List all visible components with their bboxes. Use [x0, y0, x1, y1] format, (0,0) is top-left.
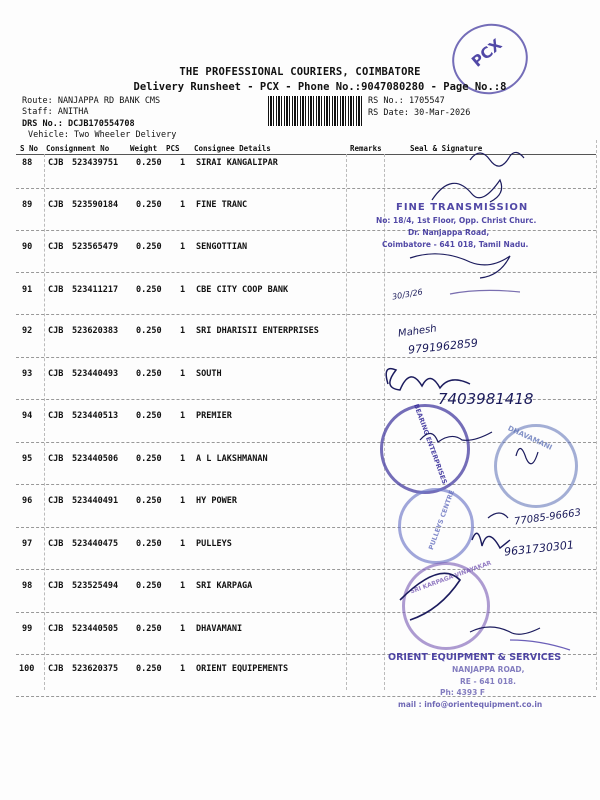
col-pcs: PCS [166, 144, 180, 153]
orient-stamp-line4: mail : info@orientequipment.co.in [398, 700, 543, 709]
orient-stamp-line2: RE - 641 018. [460, 677, 517, 686]
row-sno: 95 [22, 454, 33, 464]
row-consignee: SOUTH [196, 369, 222, 379]
row-consignee: DHAVAMANI [196, 624, 243, 634]
orient-stamp-name: ORIENT EQUIPMENT & SERVICES [388, 652, 562, 663]
row-prefix: CJB [48, 411, 64, 421]
runsheet-title: Delivery Runsheet - PCX - Phone No.:9047080280 - Page No.:8 [133, 81, 507, 93]
signature-99 [470, 627, 540, 634]
col-sno: S No [20, 144, 39, 153]
row-sno: 89 [22, 200, 33, 210]
signature-93 [386, 369, 470, 390]
row-pcs: 1 [180, 664, 186, 674]
row-consignee: FINE TRANC [196, 200, 248, 210]
row-weight: 0.250 [136, 624, 162, 634]
row-weight: 0.250 [136, 369, 162, 379]
row-weight: 0.250 [136, 326, 162, 336]
col-consignment: Consignment No [46, 144, 110, 153]
vehicle-text: Vehicle: Two Wheeler Delivery [28, 130, 177, 140]
row-consignment: 523620375 [72, 664, 119, 674]
fine-trans-stamp-line3: Coimbatore - 641 018, Tamil Nadu. [382, 240, 529, 249]
row-pcs: 1 [180, 242, 186, 252]
row-pcs: 1 [180, 454, 186, 464]
row-consignment: 523565479 [72, 242, 119, 252]
signature-100 [510, 640, 570, 650]
signature-96 [488, 513, 508, 518]
row-consignee: CBE CITY COOP BANK [196, 285, 289, 295]
col-seal: Seal & Signature [410, 144, 483, 153]
row-prefix: CJB [48, 624, 64, 634]
row-pcs: 1 [180, 158, 186, 168]
dhavamani-stamp-text: DHAVAMANI [506, 424, 554, 452]
col-weight: Weight [130, 144, 158, 153]
staff-text: Staff: ANITHA [22, 107, 89, 117]
row-prefix: CJB [48, 454, 64, 464]
row-pcs: 1 [180, 581, 186, 591]
row-sno: 91 [22, 285, 33, 295]
row-consignee: SRI KARPAGA [196, 581, 253, 591]
row-prefix: CJB [48, 664, 64, 674]
row-sno: 97 [22, 539, 33, 549]
rs-number: RS No.: 1705547 [368, 96, 445, 106]
row-sno: 94 [22, 411, 33, 421]
row-consignee: ORIENT EQUIPEMENTS [196, 664, 289, 674]
row-pcs: 1 [180, 326, 186, 336]
row-prefix: CJB [48, 539, 64, 549]
row-sno: 90 [22, 242, 33, 252]
signature-98 [400, 573, 460, 620]
signature-89 [432, 180, 502, 202]
row-pcs: 1 [180, 200, 186, 210]
handwritten-phone-1: 9791962859 [407, 336, 479, 357]
row-consignment: 523440505 [72, 624, 119, 634]
orient-stamp-line3: Ph: 4393 F [440, 688, 486, 697]
row-weight: 0.250 [136, 454, 162, 464]
signature-91 [450, 290, 520, 294]
row-weight: 0.250 [136, 242, 162, 252]
row-weight: 0.250 [136, 285, 162, 295]
row-pcs: 1 [180, 285, 186, 295]
handwritten-phone-4: 9631730301 [503, 538, 575, 559]
row-consignee: SENGOTTIAN [196, 242, 248, 252]
orient-stamp-line1: NANJAPPA ROAD, [452, 665, 525, 674]
row-weight: 0.250 [136, 496, 162, 506]
row-consignee: PULLEYS [196, 539, 232, 549]
row-prefix: CJB [48, 496, 64, 506]
row-consignment: 523439751 [72, 158, 119, 168]
handwritten-phone-3: 77085-96663 [513, 507, 582, 528]
row-sno: 92 [22, 326, 33, 336]
row-weight: 0.250 [136, 539, 162, 549]
row-sno: 88 [22, 158, 33, 168]
signature-95 [516, 448, 538, 463]
row-consignment: 523440491 [72, 496, 119, 506]
signature-88 [470, 152, 524, 166]
bearing-stamp-text: BEARING ENTERPRISES [412, 402, 449, 486]
row-consignee: SRI DHARISII ENTERPRISES [196, 326, 319, 336]
row-sno: 93 [22, 369, 33, 379]
handwritten-date: 30/3/26 [391, 287, 424, 302]
pcx-stamp-text: PCX [468, 35, 506, 71]
rs-date: RS Date: 30-Mar-2026 [368, 108, 471, 118]
row-consignee: SIRAI KANGALIPAR [196, 158, 278, 168]
signature-90 [410, 254, 510, 278]
pulleys-stamp-text: PULLEYS CENTRE [426, 489, 457, 551]
row-weight: 0.250 [136, 411, 162, 421]
drs-number: DRS No.: DCJB170554708 [22, 119, 135, 129]
row-pcs: 1 [180, 496, 186, 506]
row-pcs: 1 [180, 624, 186, 634]
row-consignee: PREMIER [196, 411, 232, 421]
fine-trans-stamp-line2: Dr. Nanjappa Road, [408, 228, 490, 237]
handwritten-phone-2: 7403981418 [438, 390, 534, 408]
row-prefix: CJB [48, 158, 64, 168]
row-weight: 0.250 [136, 158, 162, 168]
row-consignment: 523440506 [72, 454, 119, 464]
fine-trans-stamp-name: FINE TRANSMISSION [396, 202, 529, 213]
row-prefix: CJB [48, 326, 64, 336]
handwritten-note: Mahesh [397, 323, 438, 340]
row-prefix: CJB [48, 369, 64, 379]
row-consignment: 523590184 [72, 200, 119, 210]
fine-trans-stamp-line1: No: 18/4, 1st Floor, Opp. Christ Churc. [376, 216, 537, 225]
row-sno: 99 [22, 624, 33, 634]
row-consignment: 523525494 [72, 581, 119, 591]
signature-97 [472, 533, 510, 548]
row-prefix: CJB [48, 242, 64, 252]
col-remarks: Remarks [350, 144, 382, 153]
row-consignment: 523411217 [72, 285, 119, 295]
row-prefix: CJB [48, 285, 64, 295]
row-consignment: 523440513 [72, 411, 119, 421]
row-prefix: CJB [48, 581, 64, 591]
route-text: Route: NANJAPPA RD BANK CMS [22, 96, 161, 106]
row-weight: 0.250 [136, 200, 162, 210]
row-weight: 0.250 [136, 581, 162, 591]
row-weight: 0.250 [136, 664, 162, 674]
row-consignment: 523440493 [72, 369, 119, 379]
row-consignee: A L LAKSHMANAN [196, 454, 268, 464]
row-pcs: 1 [180, 539, 186, 549]
row-sno: 98 [22, 581, 33, 591]
col-consignee: Consignee Details [194, 144, 271, 153]
row-pcs: 1 [180, 411, 186, 421]
company-title: THE PROFESSIONAL COURIERS, COIMBATORE [179, 66, 421, 78]
row-consignee: HY POWER [196, 496, 237, 506]
karpaga-stamp-text: SRI KARPAGA VINAYAKAR [409, 559, 493, 596]
row-prefix: CJB [48, 200, 64, 210]
row-sno: 100 [19, 664, 35, 674]
row-sno: 96 [22, 496, 33, 506]
signature-94 [420, 432, 492, 442]
row-pcs: 1 [180, 369, 186, 379]
row-consignment: 523620383 [72, 326, 119, 336]
row-consignment: 523440475 [72, 539, 119, 549]
